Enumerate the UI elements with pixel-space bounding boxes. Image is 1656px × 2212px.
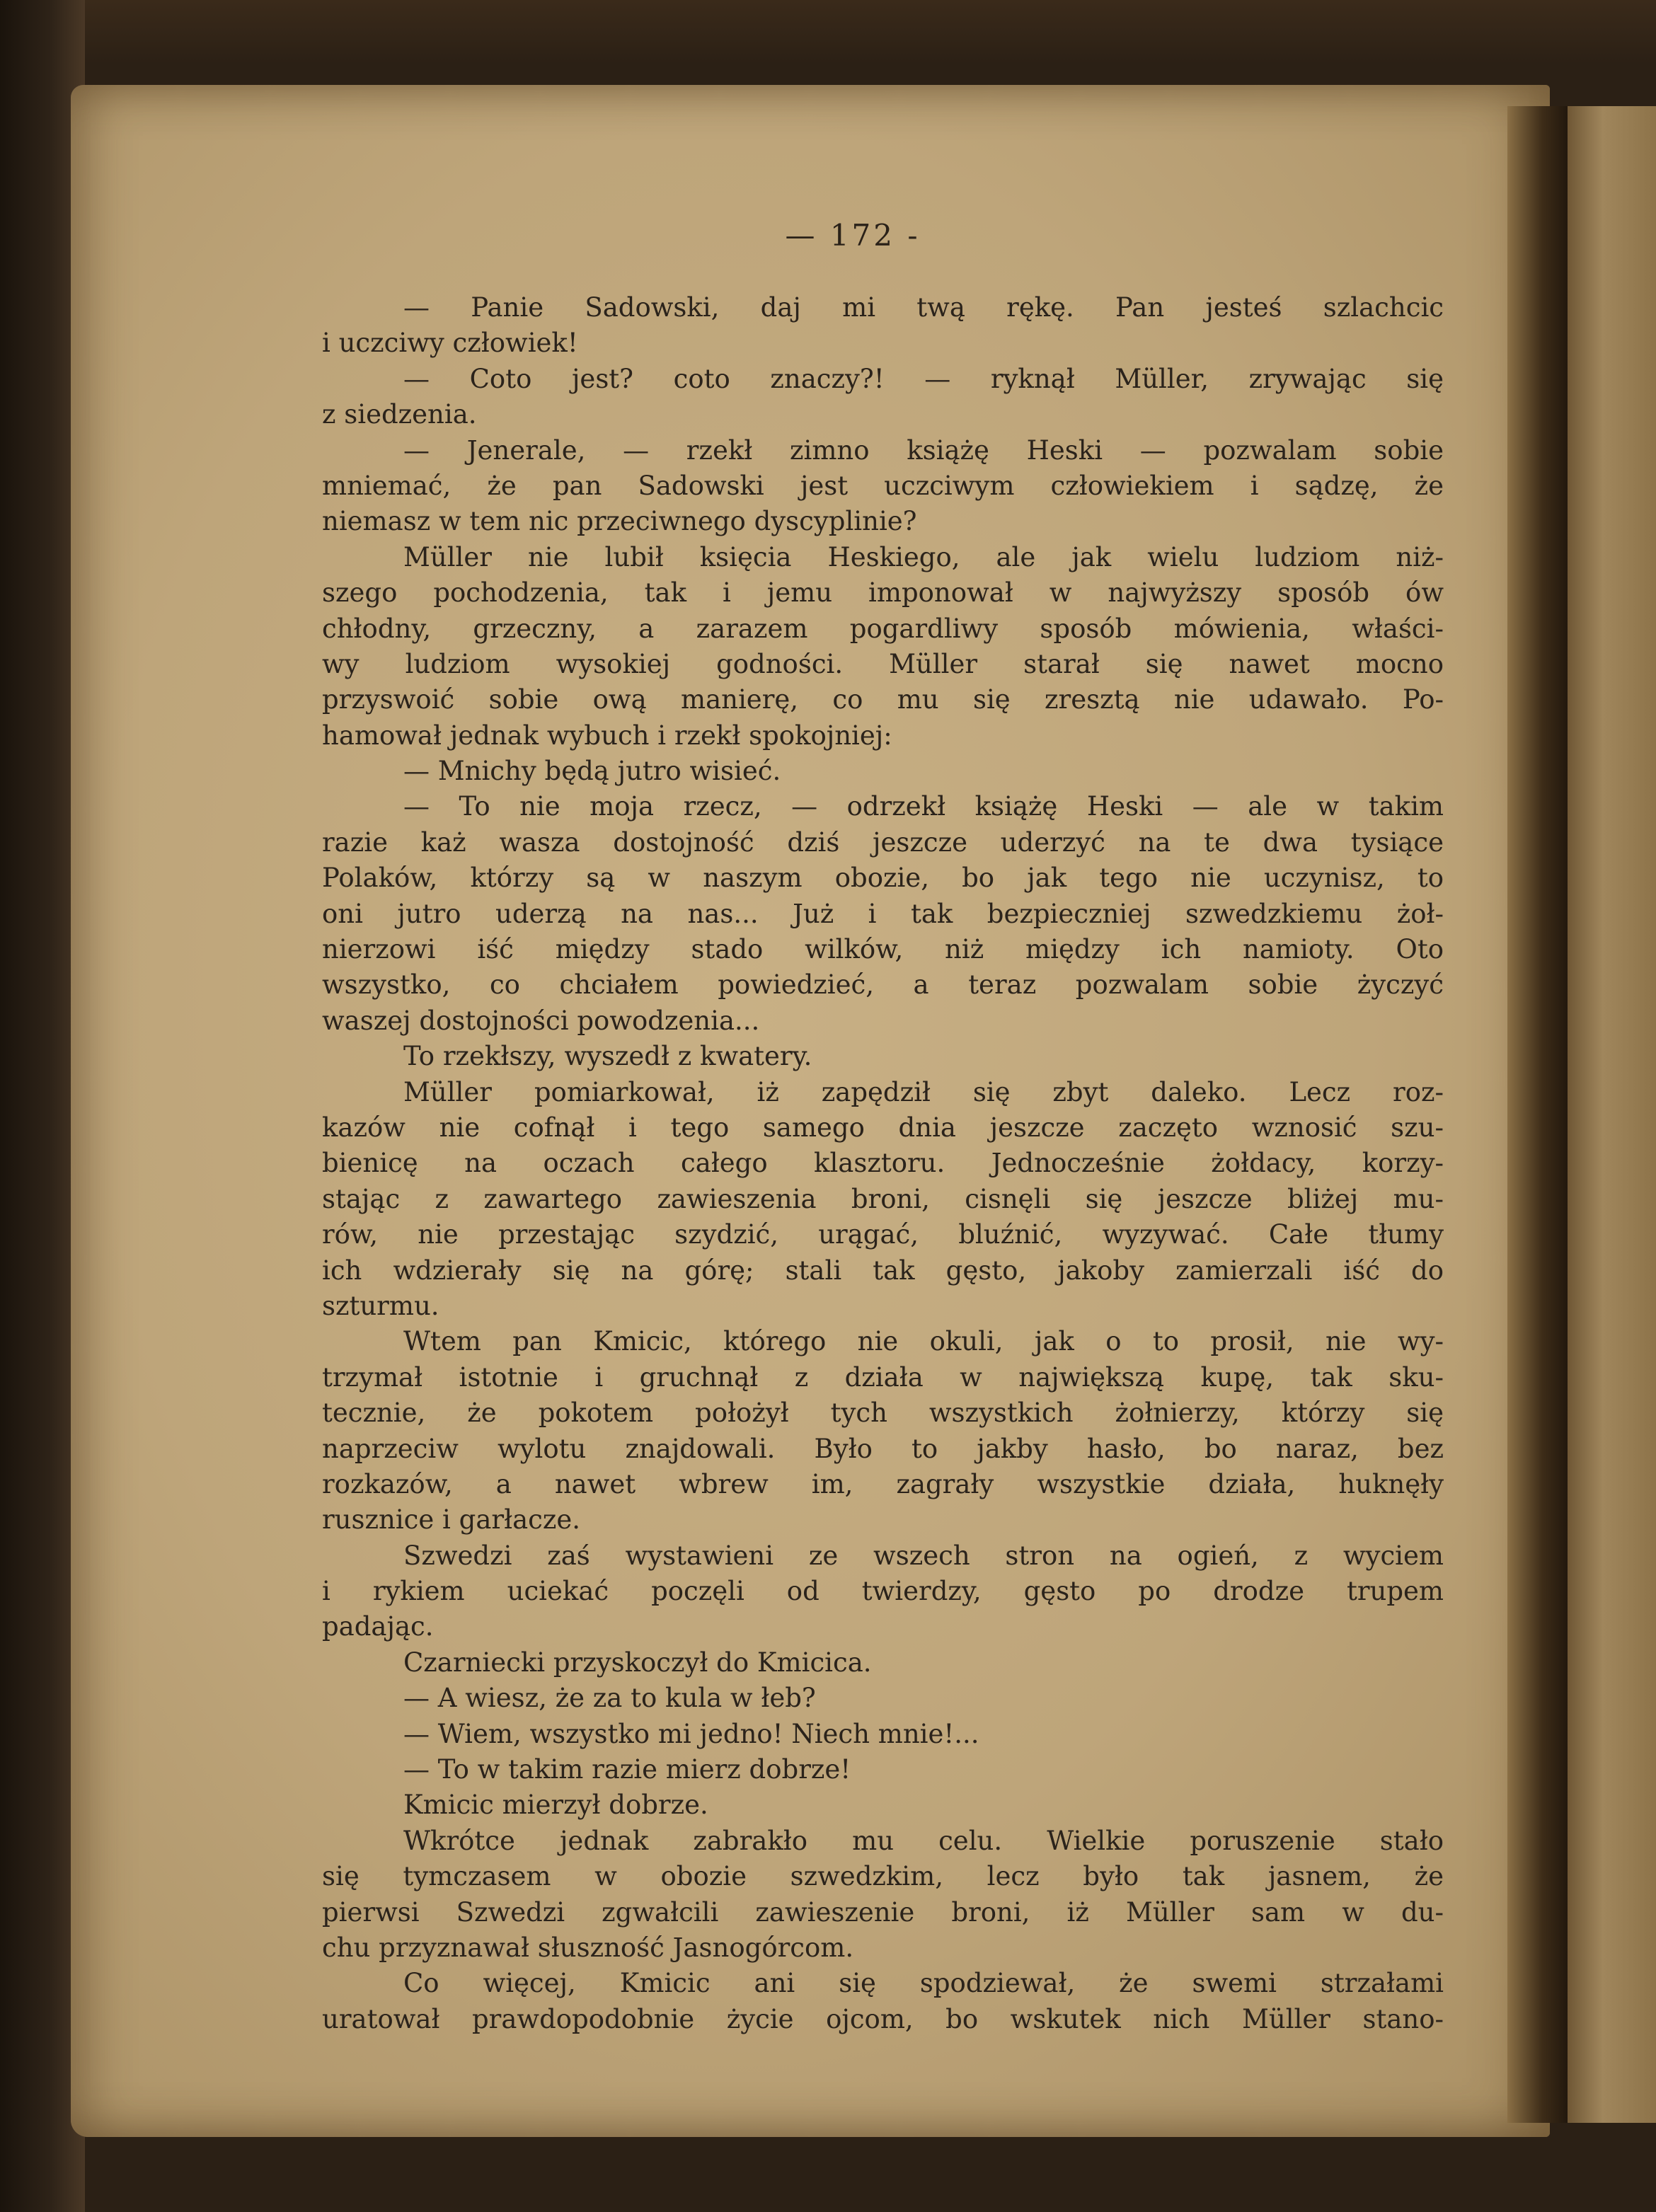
- text-line: nierzowi iść między stado wilków, niż między ich namioty. Oto: [322, 934, 1444, 965]
- text-line: bienicę na oczach całego klasztoru. Jednocześnie żołdacy, korzy-: [322, 1148, 1444, 1179]
- text-line: się tymczasem w obozie szwedzkim, lecz było tak jasnem, że: [322, 1861, 1444, 1892]
- text-line: szturmu.: [322, 1290, 439, 1321]
- text-line: Kmicic mierzył dobrze.: [403, 1790, 708, 1821]
- body-text: [322, 290, 1444, 2037]
- text-line: i rykiem uciekać poczęli od twierdzy, gęsto po drodze trupem: [322, 1576, 1444, 1607]
- text-line: — Panie Sadowski, daj mi twą rękę. Pan jesteś szlachcic: [403, 292, 1444, 323]
- book-gutter: [1507, 106, 1571, 2123]
- text-line: naprzeciw wylotu znajdowali. Było to jakby hasło, bo naraz, bez: [322, 1433, 1444, 1464]
- text-line: chłodny, grzeczny, a zarazem pogardliwy sposób mówienia, właści-: [322, 613, 1444, 644]
- text-line: rów, nie przestając szydzić, urągać, bluźnić, wyzywać. Całe tłumy: [322, 1219, 1444, 1250]
- text-line: Szwedzi zaś wystawieni ze wszech stron na ogień, z wyciem: [403, 1540, 1444, 1571]
- text-line: stając z zawartego zawieszenia broni, cisnęli się jeszcze bliżej mu-: [322, 1183, 1444, 1214]
- text-line: padając.: [322, 1611, 434, 1642]
- text-line: — To nie moja rzecz, — odrzekł książę Heski — ale w takim: [403, 791, 1444, 822]
- text-line: rozkazów, a nawet wbrew im, zagrały wszystkie działa, huknęły: [322, 1468, 1444, 1499]
- text-line: uratował prawdopodobnie życie ojcom, bo wskutek nich Müller stano-: [322, 2003, 1444, 2034]
- text-line: hamował jednak wybuch i rzekł spokojniej:: [322, 720, 892, 751]
- text-line: szego pochodzenia, tak i jemu imponował w najwyższy sposób ów: [322, 577, 1444, 609]
- text-line: ich wdzierały się na górę; stali tak gęsto, jakoby zamierzali iść do: [322, 1255, 1444, 1286]
- text-line: Co więcej, Kmicic ani się spodziewał, że swemi strzałami: [403, 1968, 1444, 1999]
- text-line: rusznice i garłacze.: [322, 1504, 580, 1536]
- text-line: pierwsi Szwedzi zgwałcili zawieszenie broni, iż Müller sam w du-: [322, 1896, 1444, 1928]
- text-line: wszystko, co chciałem powiedzieć, a teraz pozwalam sobie życzyć: [322, 969, 1444, 1001]
- text-line: z siedzenia.: [322, 399, 477, 430]
- text-line: To rzekłszy, wyszedł z kwatery.: [403, 1041, 812, 1072]
- text-line: oni jutro uderzą na nas... Już i tak bezpieczniej szwedzkiemu żoł-: [322, 898, 1444, 929]
- text-line: kazów nie cofnął i tego samego dnia jeszcze zaczęto wznosić szu-: [322, 1112, 1444, 1143]
- text-line: Müller nie lubił księcia Heskiego, ale jak wielu ludziom niż-: [403, 541, 1444, 572]
- page-number: — 172 -: [785, 218, 921, 253]
- text-line: — A wiesz, że za to kula w łeb?: [403, 1683, 816, 1714]
- text-line: waszej dostojności powodzenia...: [322, 1005, 760, 1036]
- text-line: tecznie, że pokotem położył tych wszystkich żołnierzy, którzy się: [322, 1398, 1444, 1429]
- text-line: i uczciwy człowiek!: [322, 328, 578, 359]
- text-line: trzymał istotnie i gruchnął z działa w największą kupę, tak sku-: [322, 1361, 1444, 1393]
- text-line: — To w takim razie mierz dobrze!: [403, 1754, 851, 1785]
- text-line: Wtem pan Kmicic, którego nie okuli, jak o to prosił, nie wy-: [403, 1326, 1444, 1357]
- text-line: mniemać, że pan Sadowski jest uczciwym człowiekiem i sądzę, że: [322, 470, 1444, 501]
- text-line: niemasz w tem nic przeciwnego dyscyplinie?: [322, 506, 917, 537]
- text-line: Czarniecki przyskoczył do Kmicica.: [403, 1647, 872, 1678]
- text-line: — Mnichy będą jutro wisieć.: [403, 756, 781, 787]
- text-line: Polaków, którzy są w naszym obozie, bo jak tego nie uczynisz, to: [322, 863, 1444, 894]
- text-line: Müller pomiarkował, iż zapędził się zbyt daleko. Lecz roz-: [403, 1076, 1444, 1107]
- text-line: — Coto jest? coto znaczy?! — ryknął Müller, zrywając się: [403, 363, 1444, 394]
- text-line: przyswoić sobie ową manierę, co mu się zresztą nie udawało. Po-: [322, 684, 1444, 715]
- next-page-edge: [1568, 106, 1656, 2123]
- text-line: — Wiem, wszystko mi jedno! Niech mnie!...: [403, 1718, 979, 1749]
- text-line: Wkrótce jednak zabrakło mu celu. Wielkie poruszenie stało: [403, 1825, 1444, 1856]
- text-line: — Jenerale, — rzekł zimno książę Heski — pozwalam sobie: [403, 434, 1444, 466]
- text-line: chu przyznawał słuszność Jasnogórcom.: [322, 1932, 854, 1963]
- text-line: wy ludziom wysokiej godności. Müller starał się nawet mocno: [322, 648, 1444, 679]
- text-line: razie każ wasza dostojność dziś jeszcze uderzyć na te dwa tysiące: [322, 826, 1444, 858]
